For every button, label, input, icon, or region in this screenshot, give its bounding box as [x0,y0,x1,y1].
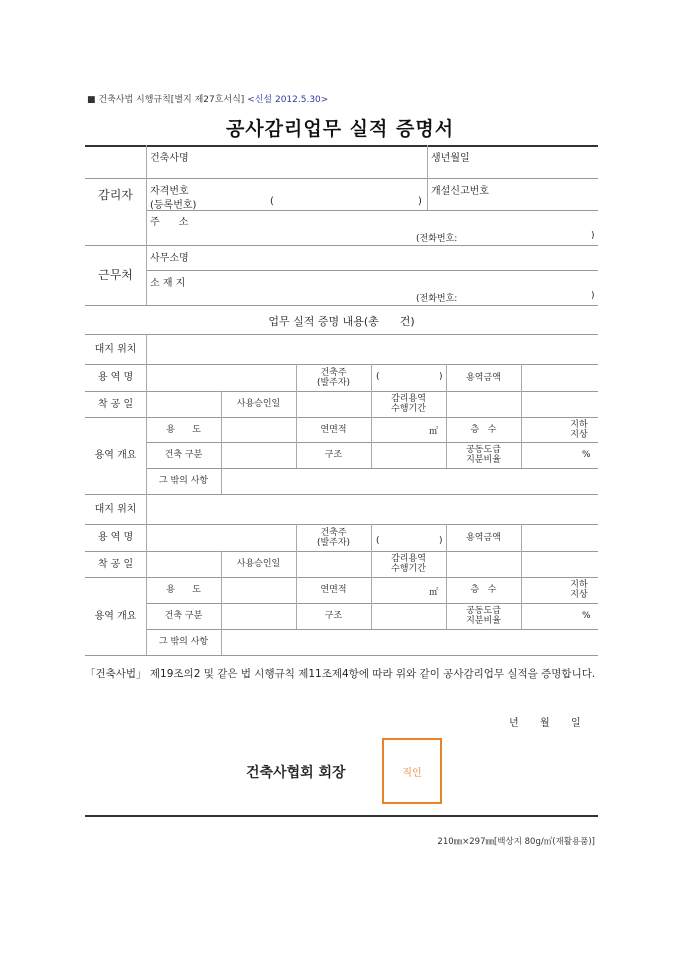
floors-values: 지하 지상 [570,419,588,440]
floors-label: 층 수 [470,585,497,595]
divider [146,145,147,305]
other-matters-label: 그 밖의 사항 [158,637,209,647]
divider [85,305,598,306]
total-floor-area-label: 연면적 [320,424,347,435]
law-reference: 건축사법 시행규칙[별지 제27호서식] [98,95,245,105]
floors-label: 층 수 [470,424,497,435]
service-overview-label: 용역 개요 [94,610,137,622]
supervisor-phone-close: ) [591,231,595,241]
form-reference [87,92,328,105]
use-approval-date-label: 사용승인일 [236,399,281,409]
square-marker-icon: ■ [87,95,96,105]
percent-unit: % [582,450,591,460]
use-approval-date-label: 사용승인일 [236,559,281,569]
official-seal: 직인 [382,738,442,804]
supervisor-section-label: 감리자 [98,187,133,202]
registration-paren-close: ) [418,196,422,207]
use-label: 용 도 [166,424,201,435]
client-label: 건축주 (발주자) [316,527,351,548]
area-unit: ㎡ [429,427,439,437]
paper-spec: 210㎜×297㎜[백상지 80g/㎡(재활용품)] [437,837,595,847]
location-label: 소 재 지 [150,278,186,289]
structure-label: 구조 [324,611,343,621]
building-class-label: 건축 구분 [164,611,203,621]
supervision-period-label: 감리용역 수행기간 [391,554,426,574]
site-location-label: 대지 위치 [94,343,137,355]
other-matters-label: 그 밖의 사항 [158,476,209,486]
bottom-border [85,815,598,817]
date-year: 년 [509,718,519,729]
table-top-border [85,145,598,147]
opening-report-number-label: 개설신고번호 [431,186,489,197]
divider [427,145,428,210]
service-amount-label: 용역금액 [466,532,501,543]
area-unit: ㎡ [429,588,439,598]
structure-label: 구조 [324,450,343,460]
registration-paren-open: ( [270,196,274,207]
divider [147,210,598,211]
joint-share-label: 공동도급 지분비율 [466,445,501,465]
architect-name-label: 건축사명 [150,153,189,164]
date-day: 일 [571,718,581,729]
address-label: 주 소 [150,217,189,228]
site-location-label: 대지 위치 [94,503,137,515]
certification-text: 「건축사법」 제19조의2 및 같은 법 시행규칙 제11조제4항에 따라 위와 같이 공사감리업무 실적을 증명합니다. [85,668,596,680]
joint-share-label: 공동도급 지분비율 [466,606,501,626]
use-label: 용 도 [166,585,201,595]
birth-date-label: 생년월일 [431,153,470,164]
floors-values: 지하 지상 [570,580,588,600]
total-floor-area-label: 연면적 [320,585,347,595]
start-date-label: 착 공 일 [97,398,134,410]
start-date-label: 착 공 일 [97,558,134,570]
client-paren-close: ) [439,372,443,382]
percent-unit: % [582,611,591,621]
service-overview-label: 용역 개요 [94,450,137,461]
service-name-label: 용 역 명 [97,532,134,543]
building-class-label: 건축 구분 [164,450,203,460]
registration-number-label: (등록번호) [150,200,197,211]
service-amount-label: 용역금액 [466,372,501,383]
divider [85,334,598,335]
date-month: 월 [540,718,550,729]
signatory: 건축사협회 회장 [246,765,346,781]
details-heading: 업무 실적 증명 내용(총 건) [268,315,415,328]
workplace-section-label: 근무처 [98,267,133,282]
service-name-label: 용 역 명 [97,372,134,383]
supervisor-phone-label: (전화번호: [416,234,458,244]
client-label: 건축주 (발주자) [316,367,351,388]
supervision-period-label: 감리용역 수행기간 [391,394,426,414]
document-title: 공사감리업무 실적 증명서 [225,118,455,140]
revision-note: <신설 2012.5.30> [247,95,329,105]
license-number-label: 자격번호 [150,186,189,197]
divider [85,245,598,246]
workplace-phone-label: (전화번호: [416,294,458,304]
client-paren-open: ( [376,536,380,546]
client-paren-open: ( [376,372,380,382]
office-name-label: 사무소명 [150,253,189,264]
divider [85,178,598,179]
client-paren-close: ) [439,536,443,546]
workplace-phone-close: ) [591,291,595,301]
divider [147,270,598,271]
